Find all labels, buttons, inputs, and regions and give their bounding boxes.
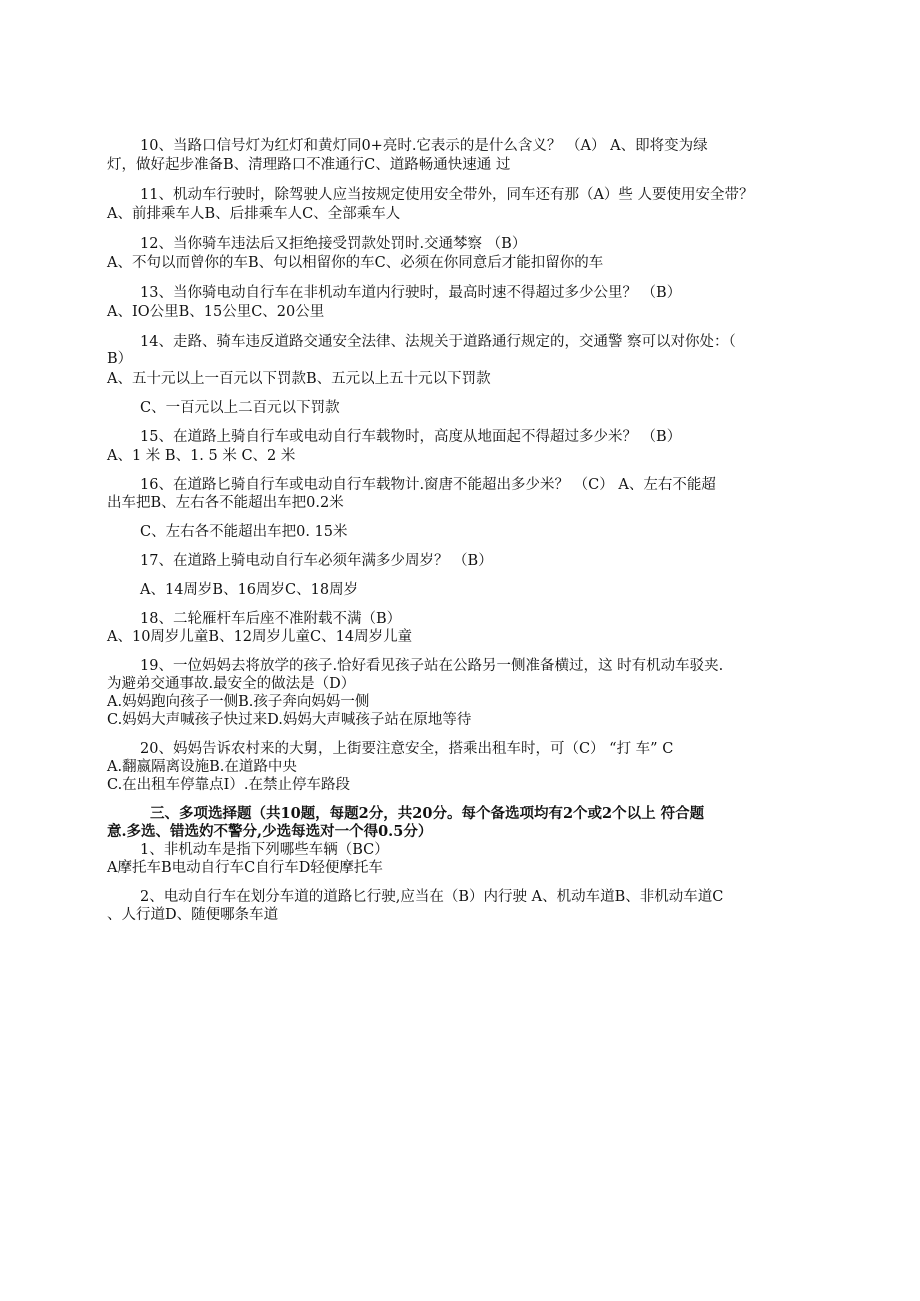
question-13-line-1: 13、当你骑电动自行车在非机动车道内行驶时，最高时速不得超过多少公里？ （B） (140, 285, 682, 301)
question-20-options-ab: A.翻嬴隔离设施B.在道路中央 (107, 759, 297, 775)
question-14-option-c: C、一百元以上二百元以下罚款 (140, 400, 340, 416)
question-16-option-c: C、左右各不能超出车把0. 15米 (140, 524, 348, 540)
question-15-line-1: 15、在道路上骑自行车或电动自行车载物时，高度从地面起不得超过多少米？ （B） (140, 429, 682, 445)
multi-question-1-options: A摩托车B电动自行车C自行车D轻便摩托车 (107, 860, 383, 876)
question-12-options: A、不句以而曾你的车B、句以相留你的车C、必须在你同意后才能扣留你的车 (107, 255, 604, 271)
question-19-line-1: 19、一位妈妈去将放学的孩子.恰好看见孩子站在公路另一侧准备横过，这 时有机动车驳夹. (140, 658, 724, 674)
question-19-line-2: 为避弟交通事故.最安全的做法是（D） (107, 676, 356, 692)
question-19-options-ab: A.妈妈跑向孩子一侧B.孩子奔向妈妈一侧 (107, 694, 370, 710)
question-17-line-1: 17、在道路上骑电动自行车必须年满多少周岁？ （B） (140, 553, 493, 569)
question-19-options-cd: C.妈妈大声喊孩子快过来D.妈妈大声喊孩子站在原地等待 (107, 712, 472, 728)
question-10-line-2: 灯，做好起步准备B、清理路口不准通行C、道路畅通快速通 过 (107, 157, 511, 173)
question-10-line-1: 10、当路口信号灯为红灯和黄灯同0+亮时.它表示的是什么含义？ （A） A、即将变为绿 (140, 138, 708, 154)
section-3-heading-line-1: 三、多项选择题（共10题，每题2分，共20分。每个备选项均有2个或2个以上 符合题 (150, 805, 705, 822)
multi-question-1-line-1: 1、非机动车是指下列哪些车辆（BC） (140, 842, 389, 858)
question-18-options: A、10周岁儿童B、12周岁儿童C、14周岁儿童 (107, 629, 413, 645)
question-17-options: A、14周岁B、16周岁C、18周岁 (140, 582, 359, 598)
question-16-line-1: 16、在道路匕骑自行车或电动自行车载物计.窗唐不能超出多少米？ （C） A、左右不能超 (140, 477, 716, 493)
question-18-line-1: 18、二轮雁杆车后座不准附载不满（B） (140, 611, 402, 627)
question-20-line-1: 20、妈妈告诉农村来的大舅，上街要注意安全，搭乘出租车时，可（C） “打 车” C (140, 741, 674, 757)
multi-question-2-line-1: 2、电动自行车在划分车道的道路匕行驶,应当在（B）内行驶 A、机动车道B、非机动车道C (140, 889, 724, 905)
question-15-options: A、1 米 B、1. 5 米 C、2 米 (107, 448, 296, 464)
question-11-line-1: 11、机动车行驶时，除驾驶人应当按规定使用安全带外，同车还有那（A）些 人要使用安全带？ (140, 187, 754, 203)
question-13-options: A、IO公里B、15公里C、20公里 (107, 304, 325, 320)
question-14-line-1: 14、走路、骑车违反道路交通安全法律、法规关于道路通行规定的，交通警 察可以对你处：（ (140, 334, 736, 350)
question-12-line-1: 12、当你骑车违法后又拒绝接受罚款处罚时.交通棽察 （B） (140, 236, 527, 252)
question-11-options: A、前排乘车人B、后排乘车人C、全部乘车人 (107, 206, 401, 222)
question-16-line-2: 出车把B、左右各不能超出车把0.2米 (107, 495, 344, 511)
question-20-options-cd: C.在出租车停靠点I）.在禁止停车路段 (107, 777, 351, 793)
question-14-options-ab: A、五十元以上一百元以下罚款B、五元以上五十元以下罚款 (107, 371, 491, 387)
section-3-heading-line-2: 意.多选、错选妁不警分,少选每选对一个得0.5分） (107, 823, 433, 840)
question-14-line-2: B） (107, 351, 133, 367)
multi-question-2-line-2: 、人行道D、随便哪条车道 (107, 907, 279, 923)
